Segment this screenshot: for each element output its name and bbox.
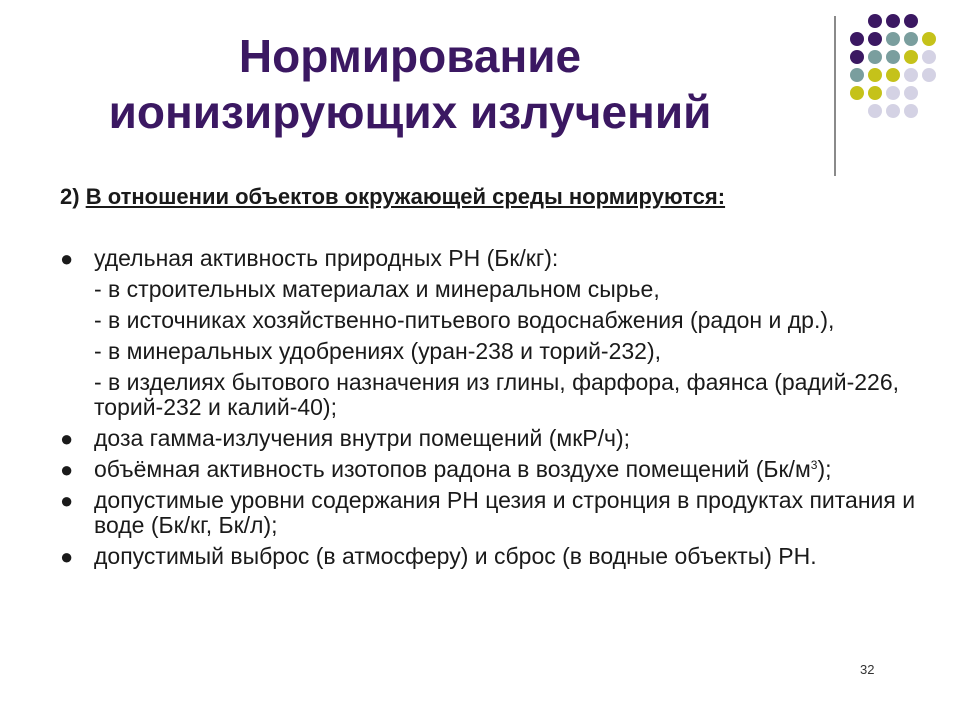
list-item-text: объёмная активность изотопов радона в воздухе помещений (Бк/м xyxy=(94,456,811,482)
decorative-dot xyxy=(904,86,918,100)
decorative-dot xyxy=(904,32,918,46)
decorative-dot xyxy=(886,14,900,28)
section-heading-prefix: 2) xyxy=(60,184,86,209)
decorative-dot xyxy=(868,68,882,82)
bullet-icon: ● xyxy=(60,426,74,451)
list-item xyxy=(60,544,930,569)
section-heading-text: В отношении объектов окружающей среды нормируются: xyxy=(85,184,726,209)
list-item-text: допустимые уровни содержания РН цезия и стронция в продуктах питания и воде (Бк/кг, Бк/л); xyxy=(94,487,916,538)
bullet-icon: ● xyxy=(60,246,74,271)
list-item xyxy=(60,488,930,538)
list-item xyxy=(60,246,930,271)
decorative-dot xyxy=(868,86,882,100)
decorative-dot xyxy=(922,50,936,64)
page-number: 32 xyxy=(860,662,875,677)
decorative-dot xyxy=(850,68,864,82)
decorative-dot xyxy=(886,50,900,64)
slide-title xyxy=(60,28,760,140)
decorative-dot xyxy=(904,104,918,118)
bullet-icon: ● xyxy=(60,457,74,482)
list-subitem xyxy=(60,277,930,302)
decorative-dot xyxy=(904,14,918,28)
slide-title-line2: ионизирующих излучений xyxy=(108,86,712,138)
list-item xyxy=(60,457,930,482)
list-subitem xyxy=(60,370,930,420)
decorative-dot xyxy=(850,86,864,100)
section-heading xyxy=(60,184,725,210)
decorative-dot xyxy=(868,104,882,118)
decorative-dot xyxy=(886,68,900,82)
decorative-dot xyxy=(868,50,882,64)
list-subitem xyxy=(60,339,930,364)
decorative-dot xyxy=(904,50,918,64)
bullet-icon: ● xyxy=(60,544,74,569)
list-subitem-text: - в изделиях бытового назначения из глины, фарфора, фаянса (радий-226, торий-232 и калий-40); xyxy=(94,369,899,420)
list-item-text-tail: ); xyxy=(817,456,832,482)
decorative-dot xyxy=(850,50,864,64)
decorative-dot xyxy=(904,68,918,82)
decorative-dot xyxy=(886,32,900,46)
bullet-icon: ● xyxy=(60,488,74,513)
decorative-dot xyxy=(850,32,864,46)
decorative-dot xyxy=(868,32,882,46)
list-item-text: удельная активность природных РН (Бк/кг): xyxy=(94,245,559,271)
list-item-text: доза гамма-излучения внутри помещений (мкР/ч); xyxy=(94,425,631,451)
list-item xyxy=(60,426,930,451)
decorative-dot xyxy=(886,104,900,118)
slide-title-line1: Нормирование xyxy=(238,30,582,82)
list-subitem xyxy=(60,308,930,333)
list-subitem-text: - в минеральных удобрениях (уран-238 и торий-232), xyxy=(94,338,662,364)
superscript: 3 xyxy=(810,458,818,472)
decorative-dot xyxy=(868,14,882,28)
decorative-dot xyxy=(922,68,936,82)
bullet-list xyxy=(60,246,930,575)
decorative-dot xyxy=(922,32,936,46)
list-subitem-text: - в источниках хозяйственно-питьевого водоснабжения (радон и др.), xyxy=(94,307,835,333)
list-subitem-text: - в строительных материалах и минеральном сырье, xyxy=(94,276,660,302)
divider-line xyxy=(834,16,836,176)
list-item-text: допустимый выброс (в атмосферу) и сброс (в водные объекты) РН. xyxy=(94,543,817,569)
decorative-dot xyxy=(886,86,900,100)
